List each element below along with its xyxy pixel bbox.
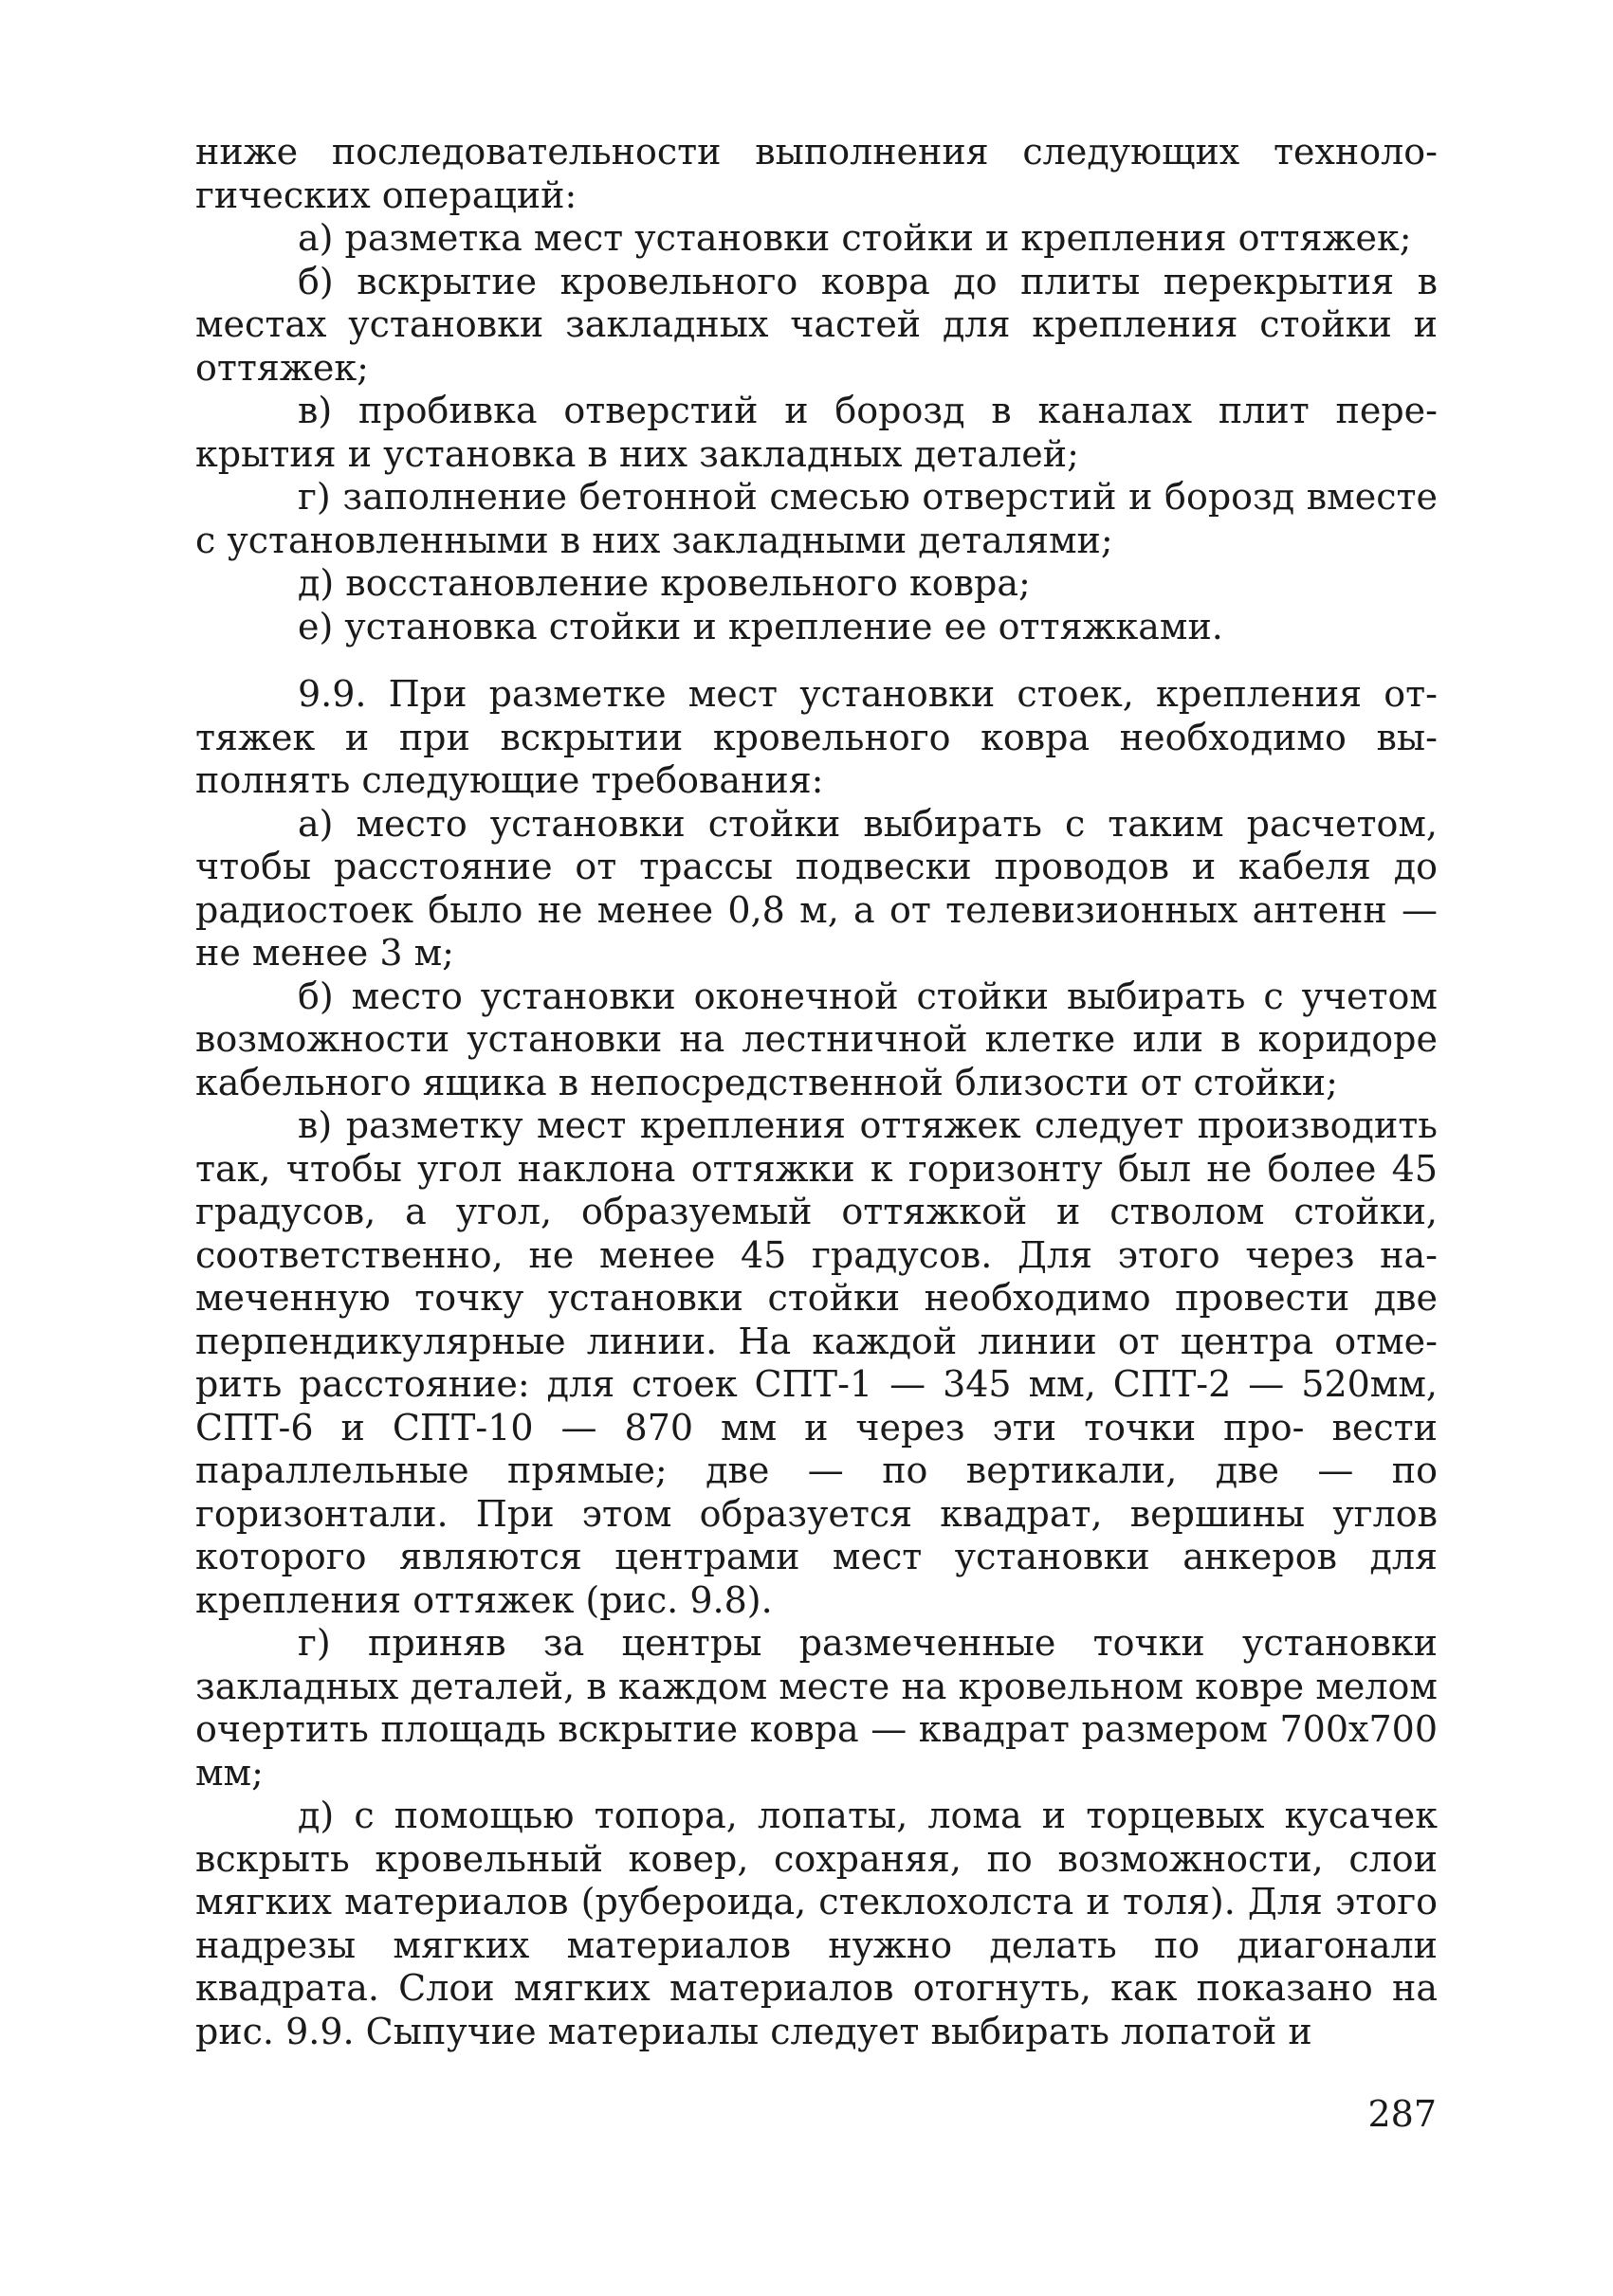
list-item-b: б) вскрытие кровельного ковра до плиты перекрытия в местах установки закладных частей для крепления стойки и оттяжек; [195, 260, 1438, 389]
list-item-v: в) пробивка отверстий и борозд в каналах плит пере- крытия и установка в них закладных деталей; [195, 390, 1438, 475]
list-item-d: д) восстановление кровельного ковра; [298, 562, 1031, 604]
section-9-9: 9.9. При разметке мест установки стоек, крепления от- тяжек и при вскрытии кровельного ковра необходимо вы- полнять следующие требования: [195, 673, 1438, 801]
requirement-v: в) разметку мест крепления оттяжек следует производить так, чтобы угол наклона оттяжки к горизонту был не более 45 градусов, а угол, образуемый оттяжкой и стволом стойки, соответственно, не менее 45 градусов. Для этого через на- меченную точку установки стойки необходимо провести две перпендикулярные линии. На каждой линии от центра отме- рить расстояние: для стоек СПТ-1 — 345 мм, СПТ-2 — 520мм, СПТ-6 и СПТ-10 — 870 мм и через эти точки про- вести параллельные прямые; две — по вертикали, две — по горизонтали. При этом образуется квадрат, вершины углов которого являются центрами мест установки анкеров для крепления оттяжек (рис. 9.8). [195, 1104, 1438, 1621]
body-text [195, 131, 1438, 2053]
requirement-a: а) место установки стойки выбирать с таким расчетом, чтобы расстояние от трассы подвески проводов и кабеля до радиостоек было не менее 0,8 м, а от телевизионных антенн — не менее 3 м; [195, 802, 1438, 974]
requirement-g: г) приняв за центры размеченные точки установки закладных деталей, в каждом месте на кровельном ковре мелом очертить площадь вскрытие ковра — квадрат размером 700х700 мм; [195, 1622, 1438, 1794]
requirement-b: б) место установки оконечной стойки выбирать с учетом возможности установки на лестничной клетке или в коридоре кабельного ящика в непосредственной близости от стойки; [195, 975, 1438, 1103]
list-item-a: а) разметка мест установки стойки и крепления оттяжек; [298, 217, 1412, 259]
paragraph-intro: ниже последовательности выполнения следующих техноло- гических операций: [195, 131, 1438, 216]
list-item-g: г) заполнение бетонной смесью отверстий и борозд вместе с установленными в них закладными деталями; [195, 476, 1438, 561]
list-item-e: е) установка стойки и крепление ее оттяжками. [298, 605, 1223, 647]
requirement-d: д) с помощью топора, лопаты, лома и торцевых кусачек вскрыть кровельный ковер, сохраняя, по возможности, слои мягких материалов (рубероида, стеклохолста и толя). Для этого надрезы мягких материалов нужно делать по диагонали квадрата. Слои мягких материалов отогнуть, как показано на рис. 9.9. Сыпучие материалы следует выбирать лопатой и [195, 1795, 1438, 2052]
page-number: 287 [1367, 2093, 1437, 2135]
